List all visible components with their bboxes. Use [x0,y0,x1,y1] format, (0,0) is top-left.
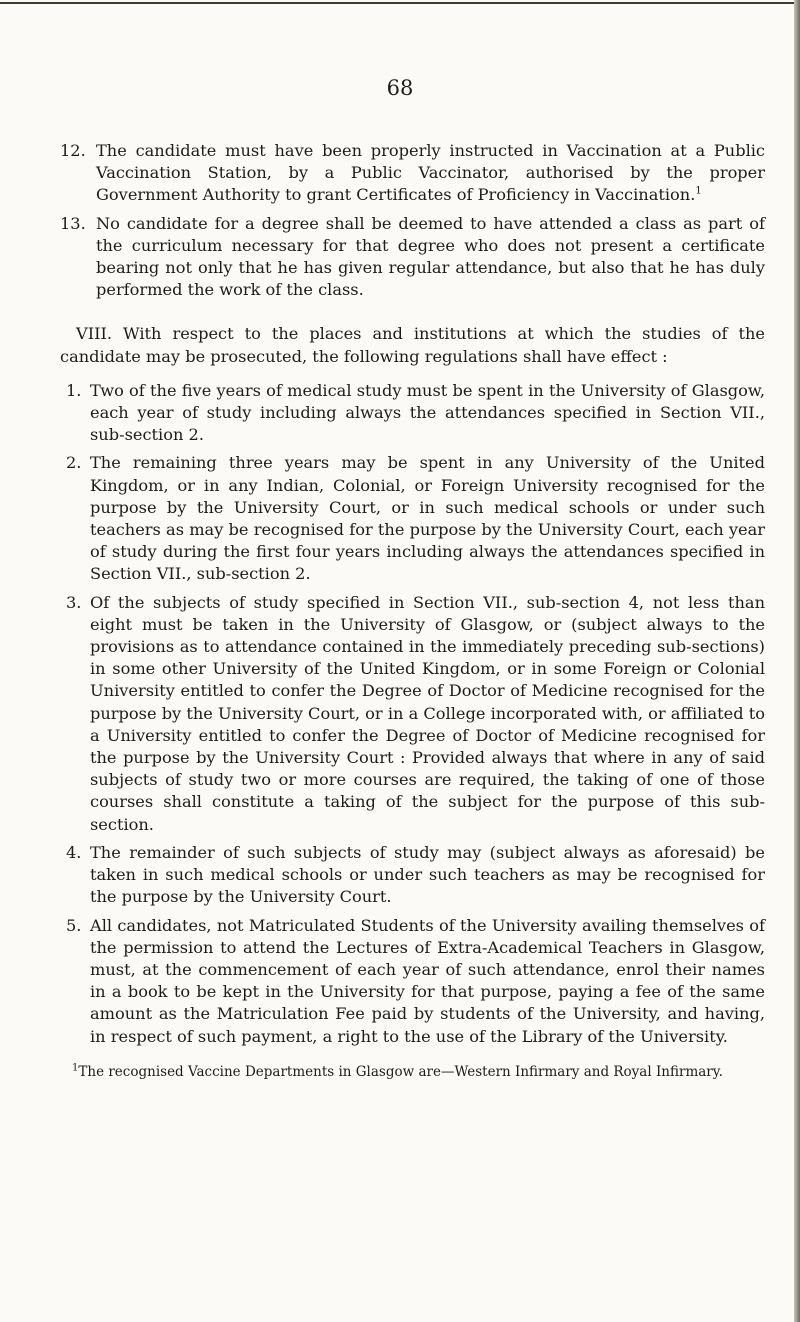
footnote [60,1064,765,1081]
item-number: 2. [66,453,82,473]
item-text: Of the subjects of study specified in Section VII., sub-section 4, not less than eight must be taken in the University of Glasgow, or (subject always to the provisions as to attendance contained in the immediately preceding sub-sections) in some other University of the United Kingdom, or in some Foreign or Colonial University entitled to confer the Degree of Doctor of Medicine recognised for the purpose by the University Court, or in a College incorporated with, or affiliated to a University entitled to confer the Degree of Doctor of Medicine recognised for the purpose by the University Court : Provided always that where in any of said subjects of study two or more courses are required, the taking of one of those courses shall constitute a taking of the subject for the purpose of this sub-section. [90,592,765,834]
item-number: 4. [66,842,82,862]
item-text: Two of the five years of medical study must be spent in the University of Glasgow, each year of study including always the attendances specified in Section VII., sub-section 2. [90,380,765,445]
page-edge-shadow [794,0,800,1322]
footnote-marker: 1 [72,1062,79,1074]
item-text: The remainder of such subjects of study may (subject always as aforesaid) be taken in such medical schools or under such teachers as may be recognised for the purpose by the University Court. [90,842,765,907]
item-text: All candidates, not Matriculated Students of the University availing themselves of the permission to attend the Lectures of Extra-Academical Teachers in Glasgow, must, at the commencement of each year of such attendance, enrol their names in a book to be kept in the University for that purpose, paying a fee of the same amount as the Matriculation Fee paid by students of the University, and having, in respect of such payment, a right to the use of the Library of the University. [90,915,765,1046]
subsection-1 [60,380,765,447]
subsection-3 [60,592,765,836]
regulation-12 [60,140,765,207]
item-number: 1. [66,380,82,400]
section-viii-intro: VIII. With respect to the places and institutions at which the studies of the candidate may be prosecuted, the following regulations shall have effect : [60,324,765,366]
item-number: 12. [60,141,86,160]
subsection-4 [60,842,765,909]
subsection-2 [60,452,765,585]
footnote-text: The recognised Vaccine Departments in Glasgow are—Western Infirmary and Royal Infirmary. [78,1063,723,1080]
top-rule [0,2,795,4]
item-text: No candidate for a degree shall be deemed to have attended a class as part of the curriculum necessary for that degree who does not present a certificate bearing not only that he has given regular attendance, but also that he has duly performed the work of the class. [96,213,765,300]
page-body [60,140,765,1081]
footnote-ref: 1 [695,186,702,198]
item-number: 13. [60,213,86,233]
subsection-5 [60,915,765,1048]
item-number: 5. [66,915,82,935]
regulation-13 [60,213,765,302]
item-number: 3. [66,592,82,612]
item-text: The remaining three years may be spent in any University of the United Kingdom, or in any Indian, Colonial, or Foreign University recognised for the purpose by the University Court, or in such medical schools or under such teachers as may be recognised for the purpose by the University Court, each year of study during the first four years including always the attendances specified in Section VII., sub-section 2. [90,453,765,584]
item-text: The candidate must have been properly instructed in Vaccination at a Public Vaccination Station, by a Public Vaccinator, authorised by the proper Government Authority to grant Certificates of Proficiency in Vaccination. [96,141,765,205]
page-number: 68 [386,76,414,100]
